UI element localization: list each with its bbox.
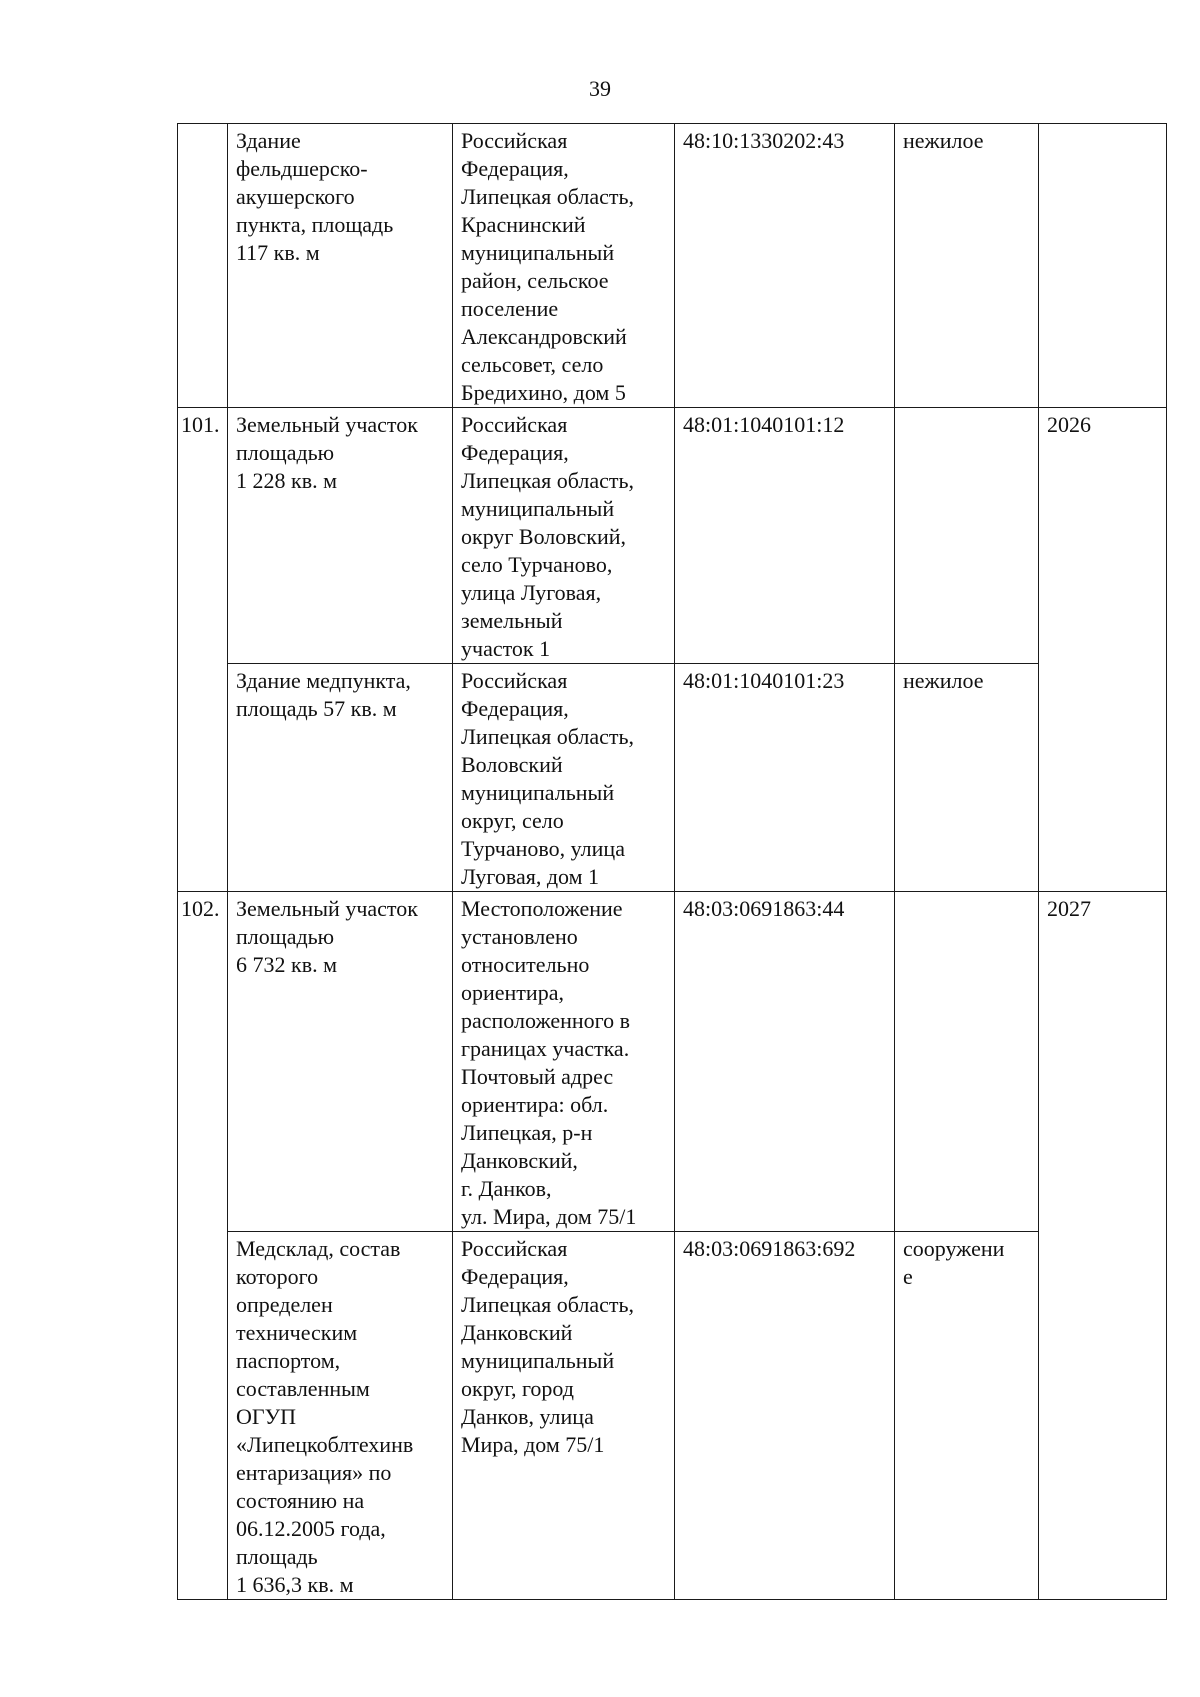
object-name-cell: Здание фельдшерско- акушерского пункта, площадь 117 кв. м	[228, 124, 453, 408]
cadastral-number-cell: 48:10:1330202:43	[675, 124, 895, 408]
object-type-cell: сооружени е	[895, 1232, 1039, 1600]
address-cell: Российская Федерация, Липецкая область, Данковский муниципальный округ, город Данков, улица Мира, дом 75/1	[453, 1232, 675, 1600]
year-cell	[1039, 124, 1167, 408]
year-cell: 2026	[1039, 408, 1167, 892]
table-row	[178, 124, 1167, 408]
object-type-cell: нежилое	[895, 124, 1039, 408]
cadastral-number-cell: 48:03:0691863:44	[675, 892, 895, 1232]
cadastral-number-cell: 48:01:1040101:12	[675, 408, 895, 664]
row-number-cell: 101.	[178, 408, 228, 892]
page-number: 39	[589, 76, 611, 101]
year-cell: 2027	[1039, 892, 1167, 1600]
object-type-cell	[895, 408, 1039, 664]
object-name-cell: Земельный участок площадью 6 732 кв. м	[228, 892, 453, 1232]
address-cell: Местоположение установлено относительно ориентира, расположенного в границах участка. Почтовый адрес ориентира: обл. Липецкая, р-н Данковский, г. Данков, ул. Мира, дом 75/1	[453, 892, 675, 1232]
table-row	[178, 664, 1167, 892]
table-row	[178, 892, 1167, 1232]
cadastral-number-cell: 48:01:1040101:23	[675, 664, 895, 892]
row-number-cell: 102.	[178, 892, 228, 1600]
address-cell: Российская Федерация, Липецкая область, Воловский муниципальный округ, село Турчаново, улица Луговая, дом 1	[453, 664, 675, 892]
object-type-cell: нежилое	[895, 664, 1039, 892]
object-name-cell: Здание медпункта, площадь 57 кв. м	[228, 664, 453, 892]
object-type-cell	[895, 892, 1039, 1232]
address-cell: Российская Федерация, Липецкая область, муниципальный округ Воловский, село Турчаново, улица Луговая, земельный участок 1	[453, 408, 675, 664]
address-cell: Российская Федерация, Липецкая область, Краснинский муниципальный район, сельское поселение Александровский сельсовет, село Бредихино, дом 5	[453, 124, 675, 408]
property-table	[177, 123, 1167, 1600]
cadastral-number-cell: 48:03:0691863:692	[675, 1232, 895, 1600]
object-name-cell: Медсклад, состав которого определен техническим паспортом, составленным ОГУП «Липецкоблтехинв ентаризация» по состоянию на 06.12.2005 года, площадь 1 636,3 кв. м	[228, 1232, 453, 1600]
row-number-cell	[178, 124, 228, 408]
table-row	[178, 408, 1167, 664]
table-row	[178, 1232, 1167, 1600]
object-name-cell: Земельный участок площадью 1 228 кв. м	[228, 408, 453, 664]
